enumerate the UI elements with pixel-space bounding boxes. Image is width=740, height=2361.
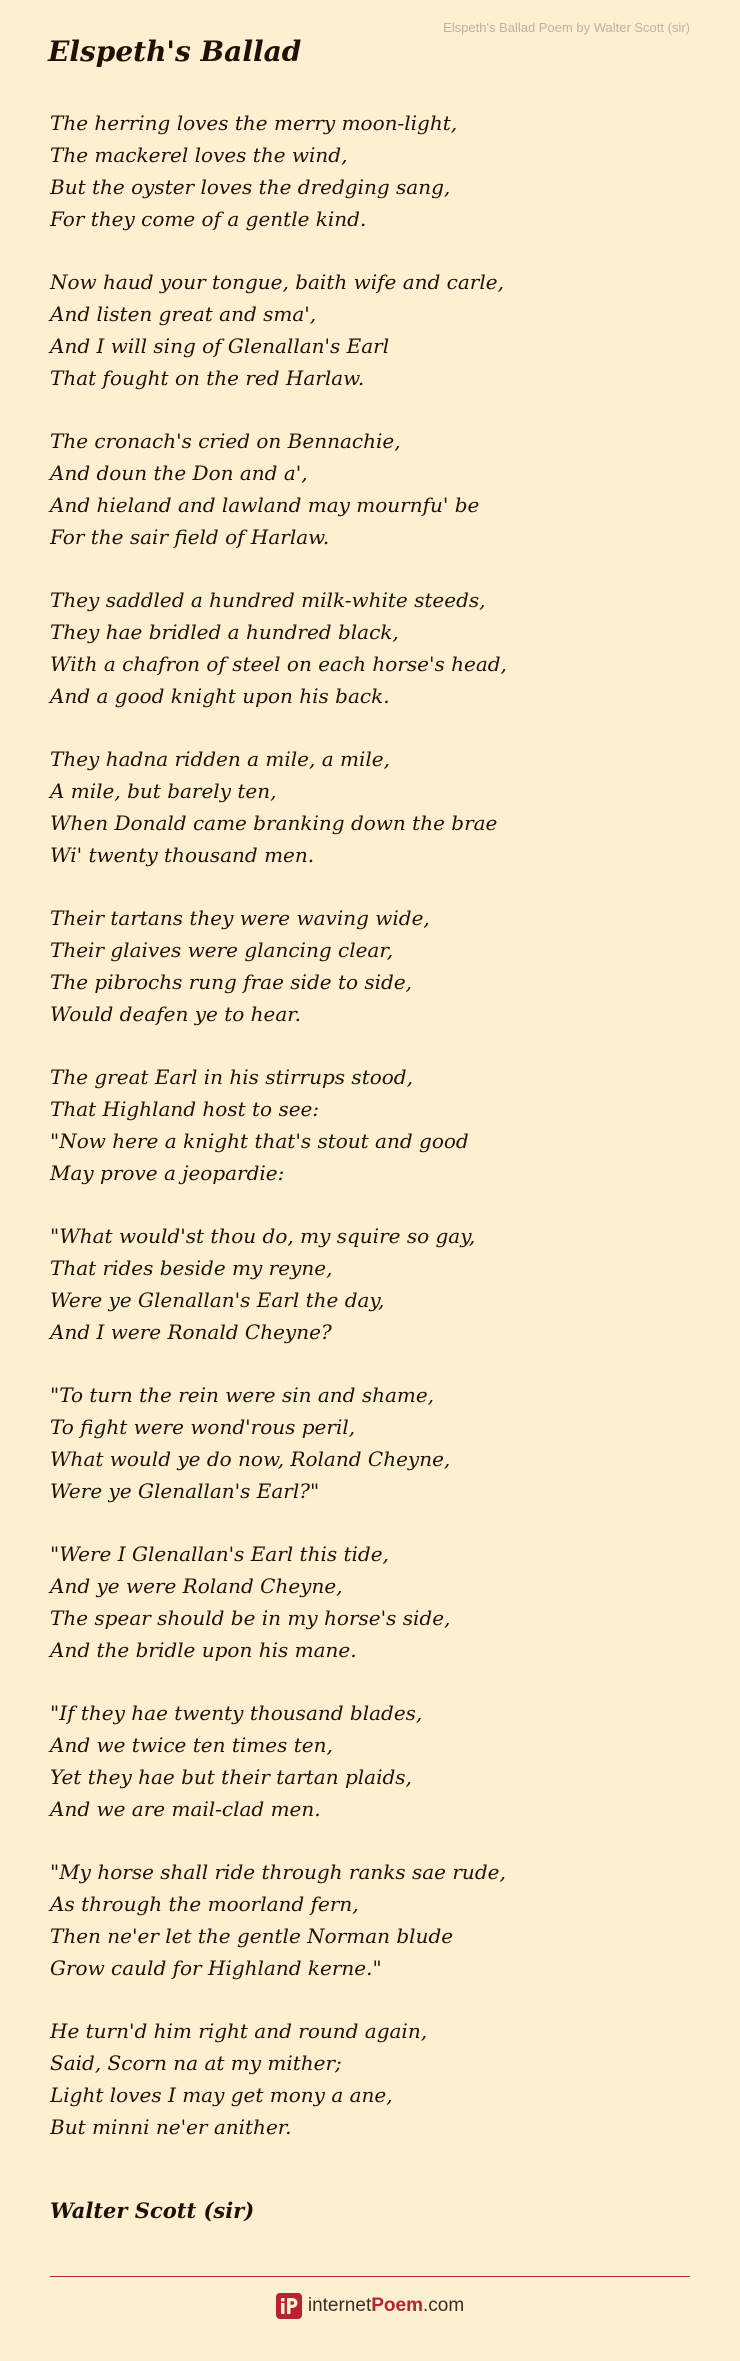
poem-line: But the oyster loves the dredging sang, [50,175,451,199]
stanza [50,425,690,553]
footer-divider [50,2276,690,2277]
poem-line: And I were Ronald Cheyne? [50,1320,332,1344]
stanza [50,1379,690,1507]
poem-line: Were ye Glenallan's Earl?" [50,1479,320,1503]
poem-line: And doun the Don and a', [50,461,308,485]
poem-line: Their tartans they were waving wide, [50,906,430,930]
internetpoem-logo-icon [276,2293,302,2319]
poem-line: And I will sing of Glenallan's Earl [50,334,390,358]
poem-line: "If they hae twenty thousand blades, [50,1701,423,1725]
poem-line: "Now here a knight that's stout and good [50,1129,469,1153]
poem-line: And we twice ten times ten, [50,1733,333,1757]
poem-line: That Highland host to see: [50,1097,320,1121]
brand-wordmark-internet: internet [307,2295,372,2316]
stanza [50,2015,690,2143]
poem-line: "My horse shall ride through ranks sae rude, [50,1860,506,1884]
internetpoem-brand-link[interactable] [0,2290,740,2322]
poem-line: They hae bridled a hundred black, [50,620,399,644]
poem-line: Said, Scorn na at my mither; [50,2051,342,2075]
poem-line: Yet they hae but their tartan plaids, [50,1765,412,1789]
brand-wordmark [308,2293,464,2319]
poem-line: Wi' twenty thousand men. [50,843,315,867]
poem-line: And the bridle upon his mane. [50,1638,357,1662]
poem-line: "Were I Glenallan's Earl this tide, [50,1542,389,1566]
poem-line: But minni ne'er anither. [50,2115,292,2139]
poem-line: Light loves I may get mony a ane, [50,2083,393,2107]
poem-line: For the sair field of Harlaw. [50,525,330,549]
poem-line: A mile, but barely ten, [50,779,277,803]
poem-line: The mackerel loves the wind, [50,143,348,167]
brand-wordmark-com: .com [422,2295,465,2316]
poem-author[interactable]: Walter Scott (sir) [50,2198,255,2223]
poem-line: The spear should be in my horse's side, [50,1606,451,1630]
stanza [50,1856,690,1984]
poem-line: The cronach's cried on Bennachie, [50,429,401,453]
stanza [50,107,690,235]
poem-line: Now haud your tongue, baith wife and carle, [50,270,504,294]
poem-line: They hadna ridden a mile, a mile, [50,747,390,771]
poem-line: And a good knight upon his back. [50,684,390,708]
poem-title: Elspeth's Ballad [48,35,302,68]
stanza [50,902,690,1030]
poem-line: Their glaives were glancing clear, [50,938,394,962]
poem-line: And we are mail-clad men. [50,1797,321,1821]
poem-line: "What would'st thou do, my squire so gay, [50,1224,476,1248]
poem-line: Grow cauld for Highland kerne." [50,1956,382,1980]
stanza [50,584,690,712]
stanza [50,1697,690,1825]
poem-line: To fight were wond'rous peril, [50,1415,356,1439]
stanza [50,1061,690,1189]
poem-line: "To turn the rein were sin and shame, [50,1383,435,1407]
poem-line: The pibrochs rung frae side to side, [50,970,413,994]
stanza [50,743,690,871]
header-caption: Elspeth's Ballad Poem by Walter Scott (sir) [443,20,690,35]
poem-line: Would deafen ye to hear. [50,1002,302,1026]
poem-line: As through the moorland fern, [50,1892,359,1916]
stanza [50,266,690,394]
poem-line: Were ye Glenallan's Earl the day, [50,1288,385,1312]
poem-line: What would ye do now, Roland Cheyne, [50,1447,451,1471]
poem-line: May prove a jeopardie: [50,1161,285,1185]
poem-body [50,107,690,2174]
poem-line: The great Earl in his stirrups stood, [50,1065,413,1089]
poem-line: Then ne'er let the gentle Norman blude [50,1924,454,1948]
poem-line: With a chafron of steel on each horse's head, [50,652,507,676]
poem-line: That rides beside my reyne, [50,1256,333,1280]
poem-line: He turn'd him right and round again, [50,2019,428,2043]
poem-line: And listen great and sma', [50,302,317,326]
poem-line: They saddled a hundred milk-white steeds, [50,588,486,612]
stanza [50,1220,690,1348]
stanza [50,1538,690,1666]
poem-line: That fought on the red Harlaw. [50,366,365,390]
poem-line: For they come of a gentle kind. [50,207,367,231]
poem-line: And hieland and lawland may mournfu' be [50,493,480,517]
poem-line: When Donald came branking down the brae [50,811,498,835]
brand-wordmark-poem: Poem [371,2295,423,2316]
poem-line: The herring loves the merry moon-light, [50,111,458,135]
poem-line: And ye were Roland Cheyne, [50,1574,343,1598]
